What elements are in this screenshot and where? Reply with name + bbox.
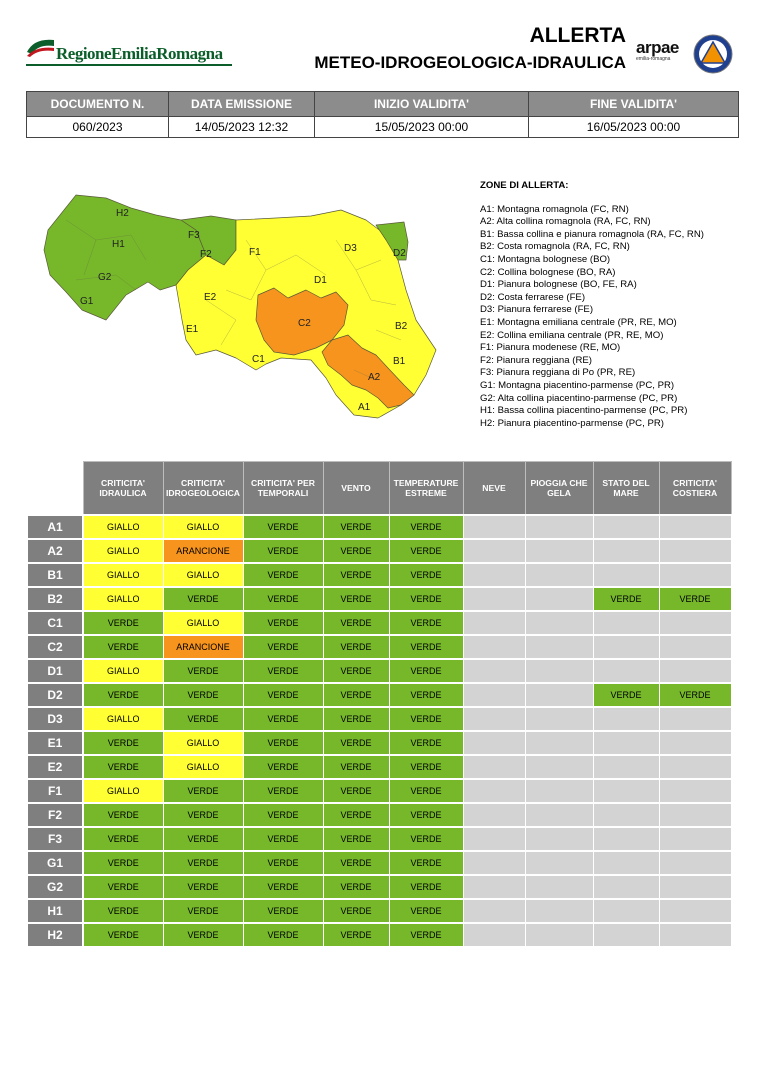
alert-cell: VERDE	[323, 683, 389, 707]
zone-item: A2: Alta collina romagnola (RA, FC, RN)	[480, 216, 651, 228]
alert-cell: VERDE	[323, 779, 389, 803]
info-header-data-emissione: DATA EMISSIONE	[169, 92, 315, 117]
alert-cell: VERDE	[243, 827, 323, 851]
alert-cell: VERDE	[243, 923, 323, 947]
arpae-subtitle: emilia-romagna	[636, 56, 671, 62]
alert-cell	[593, 659, 659, 683]
alert-cell: GIALLO	[83, 779, 163, 803]
column-header: PIOGGIA CHE GELA	[525, 462, 593, 516]
zone-item: F2: Pianura reggiana (RE)	[480, 354, 592, 366]
alert-cell	[463, 563, 525, 587]
alert-cell	[463, 827, 525, 851]
alert-cell: VERDE	[243, 587, 323, 611]
alert-cell	[525, 587, 593, 611]
alert-cell: VERDE	[593, 587, 659, 611]
alert-cell: VERDE	[389, 899, 463, 923]
alert-cell: VERDE	[243, 515, 323, 539]
alert-cell: VERDE	[163, 683, 243, 707]
zone-item: G2: Alta collina piacentino-parmense (PC, PR)	[480, 392, 678, 404]
row-zone-label: E2	[27, 755, 83, 779]
alert-cell	[463, 635, 525, 659]
alert-cell: GIALLO	[163, 755, 243, 779]
alert-cell: VERDE	[243, 779, 323, 803]
alert-cell: VERDE	[323, 515, 389, 539]
column-header: VENTO	[323, 462, 389, 516]
alert-cell	[659, 539, 731, 563]
alert-cell	[463, 899, 525, 923]
alert-cell	[593, 827, 659, 851]
alert-cell	[659, 827, 731, 851]
column-header: CRITICITA' PER TEMPORALI	[243, 462, 323, 516]
map-label-h2: H2	[116, 208, 129, 219]
document-number: 060/2023	[27, 117, 169, 138]
map-label-b2: B2	[395, 321, 408, 332]
alert-cell	[659, 755, 731, 779]
alert-cell: VERDE	[243, 755, 323, 779]
alert-cell: VERDE	[243, 635, 323, 659]
row-zone-label: F1	[27, 779, 83, 803]
table-row	[27, 515, 731, 539]
alert-cell: VERDE	[389, 539, 463, 563]
alert-cell	[463, 659, 525, 683]
alert-cell	[525, 611, 593, 635]
table-row	[27, 923, 731, 947]
alert-cell	[593, 731, 659, 755]
map-label-d1: D1	[314, 275, 327, 286]
alert-matrix-table	[26, 461, 732, 948]
table-row	[27, 587, 731, 611]
alert-cell	[463, 851, 525, 875]
zone-item: C1: Montagna bolognese (BO)	[480, 253, 611, 265]
alert-cell: VERDE	[83, 635, 163, 659]
emission-date: 14/05/2023 12:32	[169, 117, 315, 138]
alert-cell: VERDE	[163, 803, 243, 827]
alert-cell	[659, 731, 731, 755]
alert-cell	[659, 899, 731, 923]
validity-end: 16/05/2023 00:00	[529, 117, 739, 138]
alert-cell	[525, 539, 593, 563]
alert-cell: VERDE	[323, 755, 389, 779]
alert-cell: VERDE	[83, 851, 163, 875]
alert-cell: GIALLO	[83, 563, 163, 587]
alert-cell	[525, 851, 593, 875]
map-label-h1: H1	[112, 239, 125, 250]
info-header-inizio-validita: INIZIO VALIDITA'	[315, 92, 529, 117]
zone-item: C2: Collina bolognese (BO, RA)	[480, 266, 616, 278]
alert-cell: VERDE	[323, 827, 389, 851]
alert-cell: VERDE	[323, 851, 389, 875]
alert-cell: VERDE	[243, 659, 323, 683]
alert-cell: VERDE	[323, 659, 389, 683]
alert-cell: VERDE	[389, 635, 463, 659]
alert-cell: VERDE	[659, 683, 731, 707]
alert-cell	[525, 563, 593, 587]
map-label-f3: F3	[188, 230, 200, 241]
table-row	[27, 875, 731, 899]
row-zone-label: H1	[27, 899, 83, 923]
alert-cell: VERDE	[163, 827, 243, 851]
alert-cell: VERDE	[323, 875, 389, 899]
map-label-e1: E1	[186, 324, 199, 335]
alert-cell: VERDE	[323, 635, 389, 659]
table-row	[27, 731, 731, 755]
alert-cell	[463, 755, 525, 779]
map-label-c1: C1	[252, 354, 265, 365]
alert-cell	[525, 635, 593, 659]
alert-cell	[659, 659, 731, 683]
alert-cell: VERDE	[83, 827, 163, 851]
alert-cell	[525, 707, 593, 731]
zone-item: D3: Pianura ferrarese (FE)	[480, 304, 594, 316]
alert-cell	[463, 731, 525, 755]
map-label-f2: F2	[200, 249, 212, 260]
org-name: RegioneEmiliaRomagna	[56, 44, 223, 63]
table-row	[27, 635, 731, 659]
alert-cell: VERDE	[83, 803, 163, 827]
alert-cell	[463, 539, 525, 563]
alert-cell	[525, 755, 593, 779]
alert-cell: VERDE	[83, 731, 163, 755]
map-label-f1: F1	[249, 247, 261, 258]
alert-cell	[525, 779, 593, 803]
alert-cell	[463, 779, 525, 803]
validity-start: 15/05/2023 00:00	[315, 117, 529, 138]
row-zone-label: C2	[27, 635, 83, 659]
alert-cell	[659, 875, 731, 899]
row-zone-label: H2	[27, 923, 83, 947]
zone-item: D1: Pianura bolognese (BO, FE, RA)	[480, 279, 637, 291]
zone-item: G1: Montagna piacentino-parmense (PC, PR)	[480, 379, 675, 391]
alert-cell: VERDE	[389, 707, 463, 731]
alert-cell: VERDE	[243, 731, 323, 755]
alert-cell: VERDE	[163, 899, 243, 923]
alert-cell: GIALLO	[83, 587, 163, 611]
alert-cell: VERDE	[323, 707, 389, 731]
alert-cell	[463, 515, 525, 539]
alert-cell: VERDE	[163, 707, 243, 731]
table-row	[27, 659, 731, 683]
row-zone-label: E1	[27, 731, 83, 755]
alert-cell	[593, 611, 659, 635]
alert-cell: GIALLO	[83, 707, 163, 731]
alert-cell	[659, 611, 731, 635]
alert-cell: VERDE	[389, 563, 463, 587]
alert-cell	[593, 755, 659, 779]
alert-cell: VERDE	[163, 587, 243, 611]
alert-cell: VERDE	[83, 755, 163, 779]
zone-item: H1: Bassa collina piacentino-parmense (PC, PR)	[480, 405, 688, 417]
alert-cell: VERDE	[83, 683, 163, 707]
zone-item: D2: Costa ferrarese (FE)	[480, 291, 586, 303]
alert-cell: ARANCIONE	[163, 635, 243, 659]
zone-item: B1: Bassa collina e pianura romagnola (RA, FC, RN)	[480, 228, 704, 240]
table-row	[27, 683, 731, 707]
table-row	[27, 755, 731, 779]
alert-cell: VERDE	[243, 899, 323, 923]
alert-cell: VERDE	[389, 587, 463, 611]
zone-item: A1: Montagna romagnola (FC, RN)	[480, 203, 629, 215]
logo-underline	[26, 64, 232, 66]
alert-cell	[659, 851, 731, 875]
regione-emilia-romagna-logo	[26, 34, 232, 70]
alert-cell	[593, 635, 659, 659]
alert-cell	[463, 923, 525, 947]
alert-cell: VERDE	[389, 827, 463, 851]
row-zone-label: C1	[27, 611, 83, 635]
alert-cell: VERDE	[163, 851, 243, 875]
alert-cell: VERDE	[323, 563, 389, 587]
alert-cell: VERDE	[243, 851, 323, 875]
row-zone-label: D1	[27, 659, 83, 683]
arpae-wordmark	[636, 38, 686, 58]
alert-cell: VERDE	[243, 707, 323, 731]
table-row	[27, 899, 731, 923]
alert-cell: VERDE	[389, 923, 463, 947]
alert-cell	[659, 515, 731, 539]
table-row	[27, 851, 731, 875]
alert-cell	[593, 539, 659, 563]
alert-cell: VERDE	[323, 587, 389, 611]
alert-cell	[593, 779, 659, 803]
alert-cell: GIALLO	[163, 563, 243, 587]
row-zone-label: D3	[27, 707, 83, 731]
alert-cell	[659, 779, 731, 803]
alert-cell: VERDE	[389, 779, 463, 803]
alert-cell	[525, 731, 593, 755]
alert-cell: VERDE	[243, 611, 323, 635]
alert-cell	[463, 611, 525, 635]
corner-cell	[27, 462, 83, 516]
zones-title: ZONE DI ALLERTA:	[480, 180, 569, 191]
map-label-c2: C2	[298, 318, 311, 329]
alert-cell: GIALLO	[83, 659, 163, 683]
alert-cell	[593, 515, 659, 539]
protezione-civile-logo-icon	[692, 33, 734, 75]
alert-cell: VERDE	[389, 731, 463, 755]
column-header: CRITICITA' IDROGEOLOGICA	[163, 462, 243, 516]
row-zone-label: A1	[27, 515, 83, 539]
alert-cell	[659, 635, 731, 659]
page-subtitle: METEO-IDROGEOLOGICA-IDRAULICA	[314, 53, 626, 72]
table-row	[27, 707, 731, 731]
row-zone-label: F2	[27, 803, 83, 827]
alert-cell: GIALLO	[163, 611, 243, 635]
alert-cell	[593, 707, 659, 731]
alert-cell	[659, 923, 731, 947]
alert-cell: VERDE	[83, 611, 163, 635]
alert-cell: ARANCIONE	[163, 539, 243, 563]
zone-item: E1: Montagna emiliana centrale (PR, RE, MO)	[480, 316, 677, 328]
alert-cell: VERDE	[243, 563, 323, 587]
page-title: ALLERTA	[529, 24, 626, 47]
alert-cell	[593, 875, 659, 899]
alert-cell: VERDE	[163, 875, 243, 899]
zone-item: F1: Pianura modenese (RE, MO)	[480, 342, 621, 354]
alert-cell: VERDE	[389, 875, 463, 899]
map-label-a1: A1	[358, 402, 371, 413]
alert-cell: VERDE	[323, 803, 389, 827]
zone-item: E2: Collina emiliana centrale (PR, RE, MO)	[480, 329, 664, 341]
column-header: CRITICITA' IDRAULICA	[83, 462, 163, 516]
column-header: TEMPERATURE ESTREME	[389, 462, 463, 516]
alert-cell	[463, 803, 525, 827]
row-zone-label: A2	[27, 539, 83, 563]
alert-cell: VERDE	[659, 587, 731, 611]
alert-cell	[659, 707, 731, 731]
column-header: STATO DEL MARE	[593, 462, 659, 516]
row-zone-label: G2	[27, 875, 83, 899]
column-header: NEVE	[463, 462, 525, 516]
map-label-a2: A2	[368, 372, 381, 383]
alert-cell	[593, 563, 659, 587]
alert-cell: VERDE	[323, 731, 389, 755]
alert-cell: VERDE	[243, 683, 323, 707]
alert-cell: VERDE	[83, 875, 163, 899]
map-label-d2: D2	[393, 248, 406, 259]
alert-cell	[593, 923, 659, 947]
alert-cell: VERDE	[163, 923, 243, 947]
map-label-d3: D3	[344, 243, 357, 254]
alert-cell: VERDE	[83, 923, 163, 947]
alert-zones-map	[36, 180, 444, 430]
zones-legend	[480, 180, 750, 430]
alert-cell: VERDE	[243, 803, 323, 827]
info-header-fine-validita: FINE VALIDITA'	[529, 92, 739, 117]
alert-cell: GIALLO	[163, 731, 243, 755]
alert-cell: VERDE	[323, 611, 389, 635]
table-row	[27, 539, 731, 563]
alert-cell	[463, 875, 525, 899]
table-row	[27, 803, 731, 827]
alert-cell: VERDE	[389, 755, 463, 779]
table-row	[27, 779, 731, 803]
alert-cell	[659, 563, 731, 587]
info-header-documento: DOCUMENTO N.	[27, 92, 169, 117]
alert-cell	[593, 851, 659, 875]
alert-cell: VERDE	[163, 659, 243, 683]
alert-cell: VERDE	[163, 779, 243, 803]
alert-cell	[463, 707, 525, 731]
zone-item: F3: Pianura reggiana di Po (PR, RE)	[480, 367, 636, 379]
alert-cell: VERDE	[389, 515, 463, 539]
alert-cell: GIALLO	[83, 515, 163, 539]
alert-cell	[525, 875, 593, 899]
alert-cell	[525, 515, 593, 539]
row-zone-label: B1	[27, 563, 83, 587]
document-info-table	[26, 91, 739, 138]
zone-item: H2: Pianura piacentino-parmense (PC, PR)	[480, 417, 664, 429]
table-row	[27, 827, 731, 851]
alert-cell: VERDE	[389, 851, 463, 875]
row-zone-label: G1	[27, 851, 83, 875]
alert-cell	[593, 803, 659, 827]
alert-cell: VERDE	[389, 659, 463, 683]
alert-cell	[525, 683, 593, 707]
arpae-text: arpae	[636, 38, 679, 57]
alert-cell: VERDE	[243, 875, 323, 899]
alert-cell: GIALLO	[83, 539, 163, 563]
alert-cell: VERDE	[389, 803, 463, 827]
arpae-logo	[636, 38, 686, 62]
alert-cell: VERDE	[323, 923, 389, 947]
map-label-g1: G1	[80, 296, 94, 307]
alert-cell	[593, 899, 659, 923]
map-label-b1: B1	[393, 356, 406, 367]
map-label-g2: G2	[98, 272, 112, 283]
regione-swoosh-icon	[26, 34, 56, 58]
alert-cell: GIALLO	[163, 515, 243, 539]
table-row	[27, 611, 731, 635]
alert-cell	[463, 683, 525, 707]
table-row	[27, 563, 731, 587]
alert-cell	[525, 803, 593, 827]
zone-item: B2: Costa romagnola (RA, FC, RN)	[480, 241, 630, 253]
alert-cell	[525, 899, 593, 923]
alert-cell: VERDE	[243, 539, 323, 563]
alert-cell: VERDE	[323, 899, 389, 923]
alert-cell: VERDE	[323, 539, 389, 563]
alert-cell	[463, 587, 525, 611]
map-label-e2: E2	[204, 292, 217, 303]
alert-cell	[525, 659, 593, 683]
alert-cell	[525, 827, 593, 851]
alert-cell: VERDE	[83, 899, 163, 923]
alert-cell: VERDE	[593, 683, 659, 707]
alert-cell: VERDE	[389, 611, 463, 635]
alert-cell: VERDE	[389, 683, 463, 707]
alert-cell	[659, 803, 731, 827]
row-zone-label: F3	[27, 827, 83, 851]
row-zone-label: B2	[27, 587, 83, 611]
alert-cell	[525, 923, 593, 947]
column-header: CRITICITA' COSTIERA	[659, 462, 731, 516]
row-zone-label: D2	[27, 683, 83, 707]
